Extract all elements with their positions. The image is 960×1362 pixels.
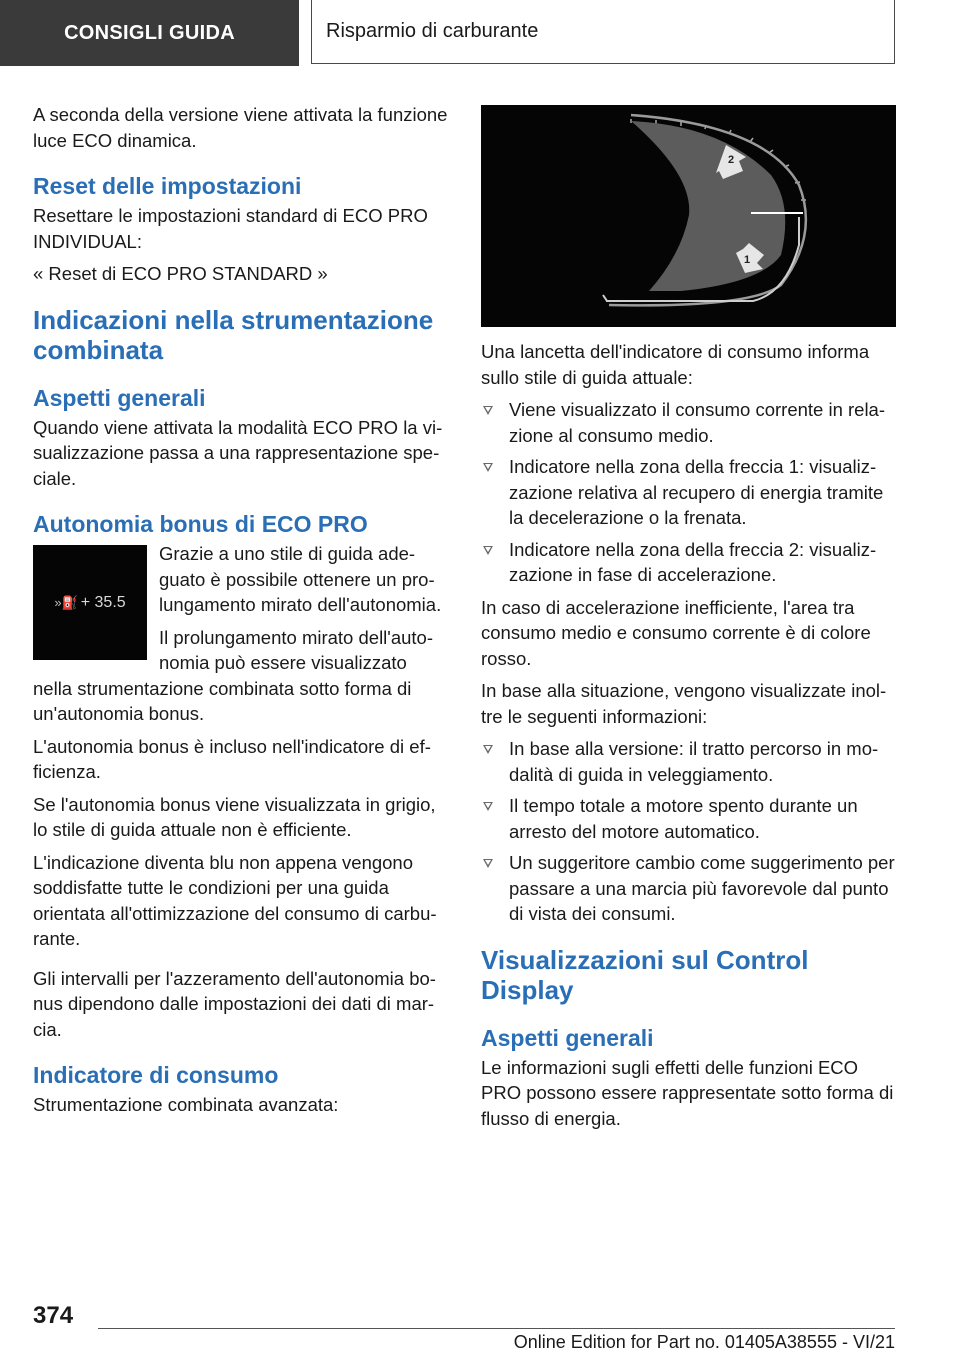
fuel-pump-icon: »⛽	[54, 594, 78, 610]
bonus-range-value: + 35.5	[80, 593, 126, 611]
right-column	[481, 102, 896, 1138]
accelerazione-paragraph: In caso di accelerazione inefficiente, l'area tra consumo medio e consumo corrente è di colore rosso.	[481, 596, 871, 669]
aspetti-heading: Aspetti generali	[33, 384, 206, 411]
autonomia-heading: Autonomia bonus di ECO PRO	[33, 511, 368, 537]
consumo-paragraph: Strumentazione combinata avanzata:	[33, 1094, 339, 1115]
aspetti-paragraph: Quando viene attivata la modalità ECO PRO la visualizzazione passa a una rappresentazione speciale.	[33, 416, 443, 489]
bonus-range-thumbnail	[33, 545, 147, 660]
triangle-bullet-icon	[483, 406, 493, 415]
triangle-bullet-icon	[483, 802, 493, 811]
situazione-paragraph: In base alla situazione, vengono visualizzate inoltre le seguenti informazioni:	[481, 680, 887, 727]
control-display-subheading: Aspetti generali	[481, 1024, 654, 1051]
page-header	[0, 0, 960, 66]
bonus-range-display	[33, 545, 147, 660]
list-item: Indicatore nella zona della freccia 2: visualizzazione in fase di accelerazione.	[481, 537, 896, 588]
autonomia-paragraph-2: Il prolungamento mirato dell'autonomia può essere visualizzato nella strumentazione combinata sotto forma di un'autonomia bonus.	[33, 626, 433, 724]
gauge-band	[631, 121, 785, 291]
extra-info-list	[481, 736, 896, 927]
list-item: Un suggeritore cambio come suggerimento per passare a una marcia più favorevole dal punto di vista dei consumi.	[481, 850, 896, 927]
gauge-info-list	[481, 397, 896, 588]
svg-text:1: 1	[743, 254, 751, 266]
page-number: 374	[33, 1302, 74, 1329]
indicazioni-heading: Indicazioni nella strumentazione combinata	[33, 304, 434, 365]
triangle-bullet-icon	[483, 859, 493, 868]
autonomia-paragraph-5: L'indicazione diventa blu non appena vengono soddisfatte tutte le condizioni per una guida orientata all'ottimizzazione del consumo di carburante.	[33, 851, 437, 949]
left-column	[33, 102, 448, 1125]
list-item: Viene visualizzato il consumo corrente in relazione al consumo medio.	[481, 397, 896, 448]
topic-title: Risparmio di carburante	[311, 0, 895, 64]
reset-heading: Reset delle impostazioni	[33, 173, 302, 199]
footer-divider	[98, 1328, 895, 1329]
reset-paragraph: Resettare le impostazioni standard di ECO PRO INDIVIDUAL:	[33, 205, 428, 252]
autonomia-paragraph-6: Gli intervalli per l'azzeramento dell'autonomia bonus dipendono dalle impostazioni dei dati di marcia.	[33, 967, 436, 1040]
control-display-heading: Visualizzazioni sul Control Display	[481, 944, 809, 1005]
consumo-heading: Indicatore di consumo	[33, 1062, 279, 1088]
edition-footer: Online Edition for Part no. 01405A38555 - VI/21	[513, 1332, 895, 1352]
triangle-bullet-icon	[483, 745, 493, 754]
list-item: Il tempo totale a motore spento durante un arresto del motore automatico.	[481, 793, 896, 844]
triangle-bullet-icon	[483, 463, 493, 472]
autonomia-paragraph-1: Grazie a uno stile di guida adeguato è possibile ottenere un prolungamento mirato dell'autonomia.	[159, 543, 442, 615]
reset-menu-path: « Reset di ECO PRO STANDARD »	[33, 263, 328, 284]
section-title: CONSIGLI GUIDA	[0, 0, 299, 66]
intro-paragraph: A seconda della versione viene attivata la funzione luce ECO dinamica.	[33, 104, 448, 151]
triangle-bullet-icon	[483, 546, 493, 555]
svg-text:2: 2	[727, 154, 735, 166]
autonomia-paragraph-4: Se l'autonomia bonus viene visualizzata in grigio, lo stile di guida attuale non è efficiente.	[33, 793, 436, 840]
list-item: Indicatore nella zona della freccia 1: visualizzazione relativa al recupero di energia tramite la decelerazione o la frenata.	[481, 454, 896, 531]
autonomia-paragraph-3: L'autonomia bonus è incluso nell'indicatore di efficienza.	[33, 735, 431, 782]
control-display-paragraph: Le informazioni sugli effetti delle funzioni ECO PRO possono essere rappresentate sotto forma di flusso di energia.	[481, 1056, 894, 1129]
lancetta-paragraph: Una lancetta dell'indicatore di consumo informa sullo stile di guida attuale:	[481, 341, 870, 388]
list-item: In base alla versione: il tratto percorso in modalità di guida in veleggiamento.	[481, 736, 896, 787]
consumption-gauge-illustration	[481, 105, 896, 327]
